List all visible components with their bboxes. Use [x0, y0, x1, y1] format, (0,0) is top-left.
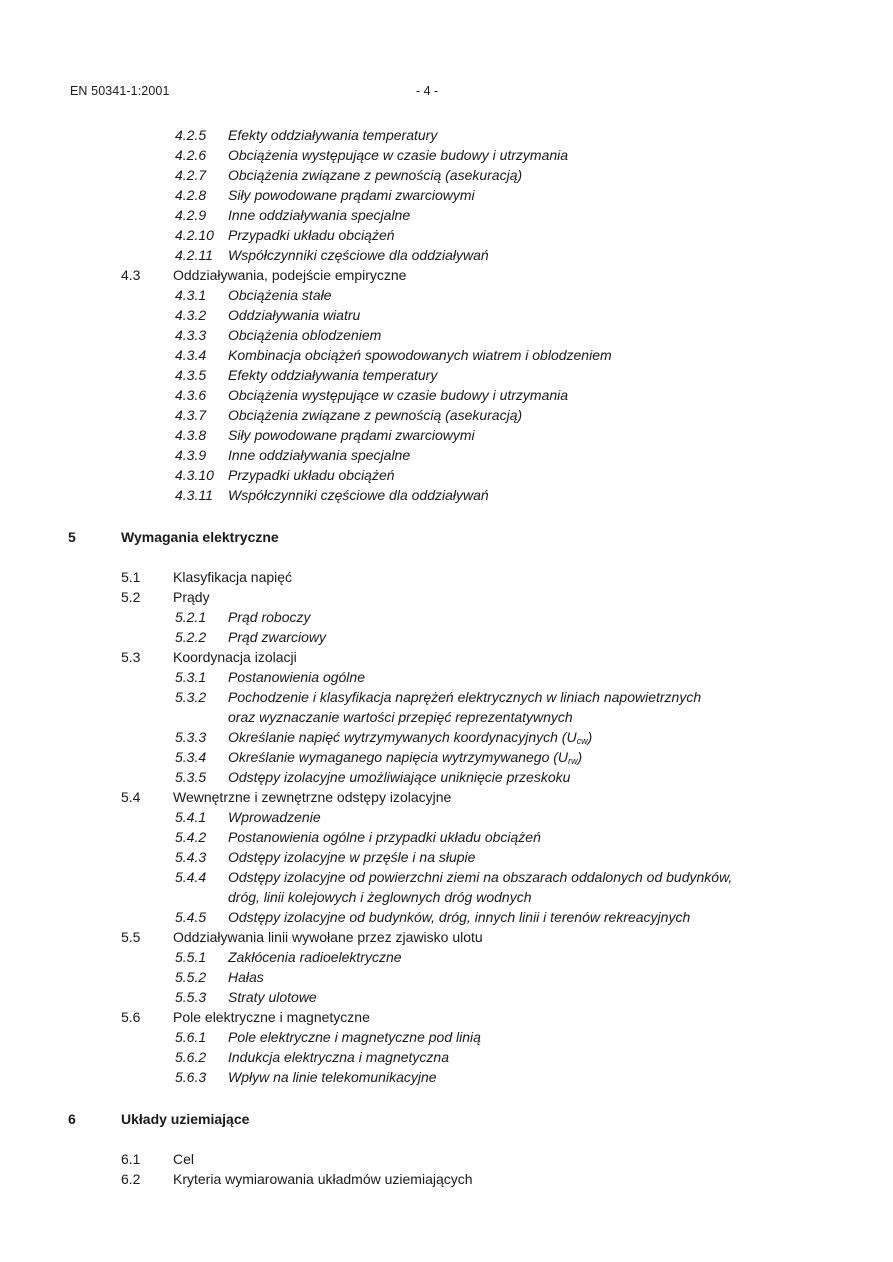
subscript: cw — [576, 736, 588, 746]
toc-title: Prąd zwarciowy — [228, 629, 327, 645]
toc-title: Oddziaływania linii wywołane przez zjawisko ulotu — [173, 929, 483, 945]
toc-title: Efekty oddziaływania temperatury — [228, 367, 438, 383]
toc-entry — [0, 385, 893, 405]
toc-title-text: Określanie napięć wytrzymywanych koordynacyjnych (U — [228, 729, 577, 745]
toc-entry — [0, 807, 893, 827]
toc-title: Obciążenia związane z pewnością (asekuracją) — [228, 167, 523, 183]
toc-entry — [0, 405, 893, 425]
toc-number: 4.3.2 — [175, 307, 207, 323]
toc-section — [0, 647, 893, 667]
toc-title: Pole elektryczne i magnetyczne — [173, 1009, 370, 1025]
toc-number: 5.2 — [121, 589, 141, 605]
toc-title: Zakłócenia radioelektryczne — [228, 949, 402, 965]
toc-entry — [0, 987, 893, 1007]
toc-title-continuation: oraz wyznaczanie wartości przepięć reprezentatywnych — [228, 709, 573, 725]
toc-section — [0, 1007, 893, 1027]
toc-number: 5.3.4 — [175, 749, 207, 765]
toc-section — [0, 587, 893, 607]
toc-number: 5 — [68, 529, 76, 545]
toc-title: Odstępy izolacyjne umożliwiające uniknięcie przeskoku — [228, 769, 571, 785]
toc-title: Inne oddziaływania specjalne — [228, 447, 411, 463]
toc-entry — [0, 847, 893, 867]
toc-entry — [0, 947, 893, 967]
toc-title: Cel — [173, 1151, 195, 1167]
toc-title: Indukcja elektryczna i magnetyczna — [228, 1049, 449, 1065]
toc-number: 5.6 — [121, 1009, 141, 1025]
toc-title: Obciążenia występujące w czasie budowy i utrzymania — [228, 147, 569, 163]
toc-title: Obciążenia stałe — [228, 287, 332, 303]
toc-entry — [0, 345, 893, 365]
toc-section — [0, 927, 893, 947]
toc-title: Obciążenia występujące w czasie budowy i utrzymania — [228, 387, 569, 403]
toc-number: 5.2.2 — [175, 629, 207, 645]
toc-entry-continuation — [0, 707, 893, 727]
toc-entry — [0, 365, 893, 385]
toc-number: 5.4.5 — [175, 909, 207, 925]
toc-entry — [0, 667, 893, 687]
toc-number: 5.2.1 — [175, 609, 207, 625]
toc-entry — [0, 1047, 893, 1067]
toc-entry — [0, 867, 893, 887]
toc-entry — [0, 245, 893, 265]
toc-number: 5.6.1 — [175, 1029, 207, 1045]
toc-title-continuation: dróg, linii kolejowych i żeglownych dróg wodnych — [228, 889, 532, 905]
toc-number: 5.3 — [121, 649, 141, 665]
toc-title: Siły powodowane prądami zwarciowymi — [228, 187, 475, 203]
toc-number: 5.4.1 — [175, 809, 207, 825]
toc-title: Prądy — [173, 589, 210, 605]
toc-number: 5.5.2 — [175, 969, 207, 985]
toc-entry — [0, 145, 893, 165]
toc-number: 6.2 — [121, 1171, 141, 1187]
toc-entry — [0, 1067, 893, 1087]
subscript: rw — [568, 756, 578, 766]
toc-title: Prąd roboczy — [228, 609, 311, 625]
toc-section — [0, 1169, 893, 1189]
toc-title: Koordynacja izolacji — [173, 649, 297, 665]
toc-number: 4.3 — [121, 267, 141, 283]
toc-title: Przypadki układu obciążeń — [228, 227, 395, 243]
toc-section — [0, 567, 893, 587]
toc-title: Wpływ na linie telekomunikacyjne — [228, 1069, 437, 1085]
toc-number: 4.3.9 — [175, 447, 207, 463]
toc-number: 5.6.3 — [175, 1069, 207, 1085]
toc-entry — [0, 205, 893, 225]
toc-entry — [0, 185, 893, 205]
toc-entry — [0, 767, 893, 787]
toc-number: 4.3.8 — [175, 427, 207, 443]
toc-number: 5.4 — [121, 789, 141, 805]
toc-entry — [0, 165, 893, 185]
toc-number: 4.3.11 — [175, 487, 213, 503]
toc-title: Oddziaływania, podejście empiryczne — [173, 267, 407, 283]
toc-number: 5.4.2 — [175, 829, 207, 845]
toc-number: 4.2.5 — [175, 127, 207, 143]
toc-number: 4.2.9 — [175, 207, 207, 223]
toc-section — [0, 1149, 893, 1169]
toc-title: Oddziaływania wiatru — [228, 307, 361, 323]
toc-title: Pole elektryczne i magnetyczne pod linią — [228, 1029, 481, 1045]
toc-title: Efekty oddziaływania temperatury — [228, 127, 438, 143]
toc-title: Odstępy izolacyjne od powierzchni ziemi na obszarach oddalonych od budynków, — [228, 869, 733, 885]
toc-number: 5.3.5 — [175, 769, 207, 785]
toc-number: 5.3.2 — [175, 689, 207, 705]
toc-title: Kombinacja obciążeń spowodowanych wiatrem i oblodzeniem — [228, 347, 612, 363]
toc-entry — [0, 687, 893, 707]
toc-number: 4.3.10 — [175, 467, 214, 483]
toc-title: Odstępy izolacyjne w przęśle i na słupie — [228, 849, 476, 865]
toc-number: 4.2.10 — [175, 227, 214, 243]
toc-title: Siły powodowane prądami zwarciowymi — [228, 427, 475, 443]
toc-entry-continuation — [0, 887, 893, 907]
toc-title: Obciążenia związane z pewnością (asekuracją) — [228, 407, 523, 423]
toc-title: Klasyfikacja napięć — [173, 569, 293, 585]
toc-entry — [0, 627, 893, 647]
toc-number: 6 — [68, 1111, 76, 1127]
toc-number: 4.2.6 — [175, 147, 207, 163]
toc-title: Obciążenia oblodzeniem — [228, 327, 382, 343]
toc-number: 4.3.7 — [175, 407, 207, 423]
toc-title: Odstępy izolacyjne od budynków, dróg, innych linii i terenów rekreacyjnych — [228, 909, 691, 925]
toc-entry — [0, 325, 893, 345]
page-number: - 4 - — [416, 84, 439, 98]
toc-number: 5.6.2 — [175, 1049, 207, 1065]
toc-number: 6.1 — [121, 1151, 141, 1167]
toc-title: Wprowadzenie — [228, 809, 321, 825]
toc-entry — [0, 445, 893, 465]
toc-title: Współczynniki częściowe dla oddziaływań — [228, 487, 489, 503]
toc-title: Kryteria wymiarowania układmów uziemiających — [173, 1171, 473, 1187]
toc-number: 5.4.4 — [175, 869, 207, 885]
toc-number: 4.2.7 — [175, 167, 207, 183]
toc-number: 5.3.3 — [175, 729, 207, 745]
toc-number: 4.2.8 — [175, 187, 207, 203]
toc-entry — [0, 727, 893, 747]
toc-number: 5.5.1 — [175, 949, 207, 965]
toc-number: 4.3.5 — [175, 367, 207, 383]
toc-section — [0, 787, 893, 807]
toc-title: Przypadki układu obciążeń — [228, 467, 395, 483]
toc-section — [0, 265, 893, 285]
toc-number: 5.5 — [121, 929, 141, 945]
toc-title: Układy uziemiające — [121, 1111, 250, 1127]
toc-number: 4.3.6 — [175, 387, 207, 403]
toc-title: Postanowienia ogólne i przypadki układu obciążeń — [228, 829, 541, 845]
toc-number: 5.5.3 — [175, 989, 207, 1005]
toc-entry — [0, 967, 893, 987]
toc-title: Inne oddziaływania specjalne — [228, 207, 411, 223]
toc-number: 4.2.11 — [175, 247, 213, 263]
toc-title: Pochodzenie i klasyfikacja naprężeń elektrycznych w liniach napowietrznych — [228, 689, 702, 705]
toc-title: Wewnętrzne i zewnętrzne odstępy izolacyjne — [173, 789, 452, 805]
toc-entry — [0, 425, 893, 445]
toc-entry — [0, 485, 893, 505]
toc-chapter — [0, 1109, 893, 1129]
toc-title: Współczynniki częściowe dla oddziaływań — [228, 247, 489, 263]
toc-number: 4.3.1 — [175, 287, 207, 303]
toc-entry — [0, 225, 893, 245]
toc-entry — [0, 285, 893, 305]
toc-entry — [0, 907, 893, 927]
toc-entry — [0, 305, 893, 325]
toc-title: Hałas — [228, 969, 264, 985]
toc-entry — [0, 607, 893, 627]
toc-number: 5.1 — [121, 569, 141, 585]
toc-chapter — [0, 527, 893, 547]
toc-number: 4.3.4 — [175, 347, 207, 363]
toc-title: Wymagania elektryczne — [121, 529, 279, 545]
toc-entry — [0, 827, 893, 847]
toc-number: 4.3.3 — [175, 327, 207, 343]
toc-entry — [0, 125, 893, 145]
toc-title: Postanowienia ogólne — [228, 669, 365, 685]
toc-entry — [0, 1027, 893, 1047]
toc-title-text: Określanie wymaganego napięcia wytrzymywanego (U — [228, 749, 569, 765]
toc-number: 5.3.1 — [175, 669, 207, 685]
toc-number: 5.4.3 — [175, 849, 207, 865]
closing-paren: ) — [587, 729, 593, 745]
toc-entry — [0, 747, 893, 767]
table-of-contents — [0, 125, 893, 1189]
toc-entry — [0, 465, 893, 485]
toc-title: Straty ulotowe — [228, 989, 317, 1005]
closing-paren: ) — [577, 749, 583, 765]
document-id: EN 50341-1:2001 — [70, 84, 170, 98]
